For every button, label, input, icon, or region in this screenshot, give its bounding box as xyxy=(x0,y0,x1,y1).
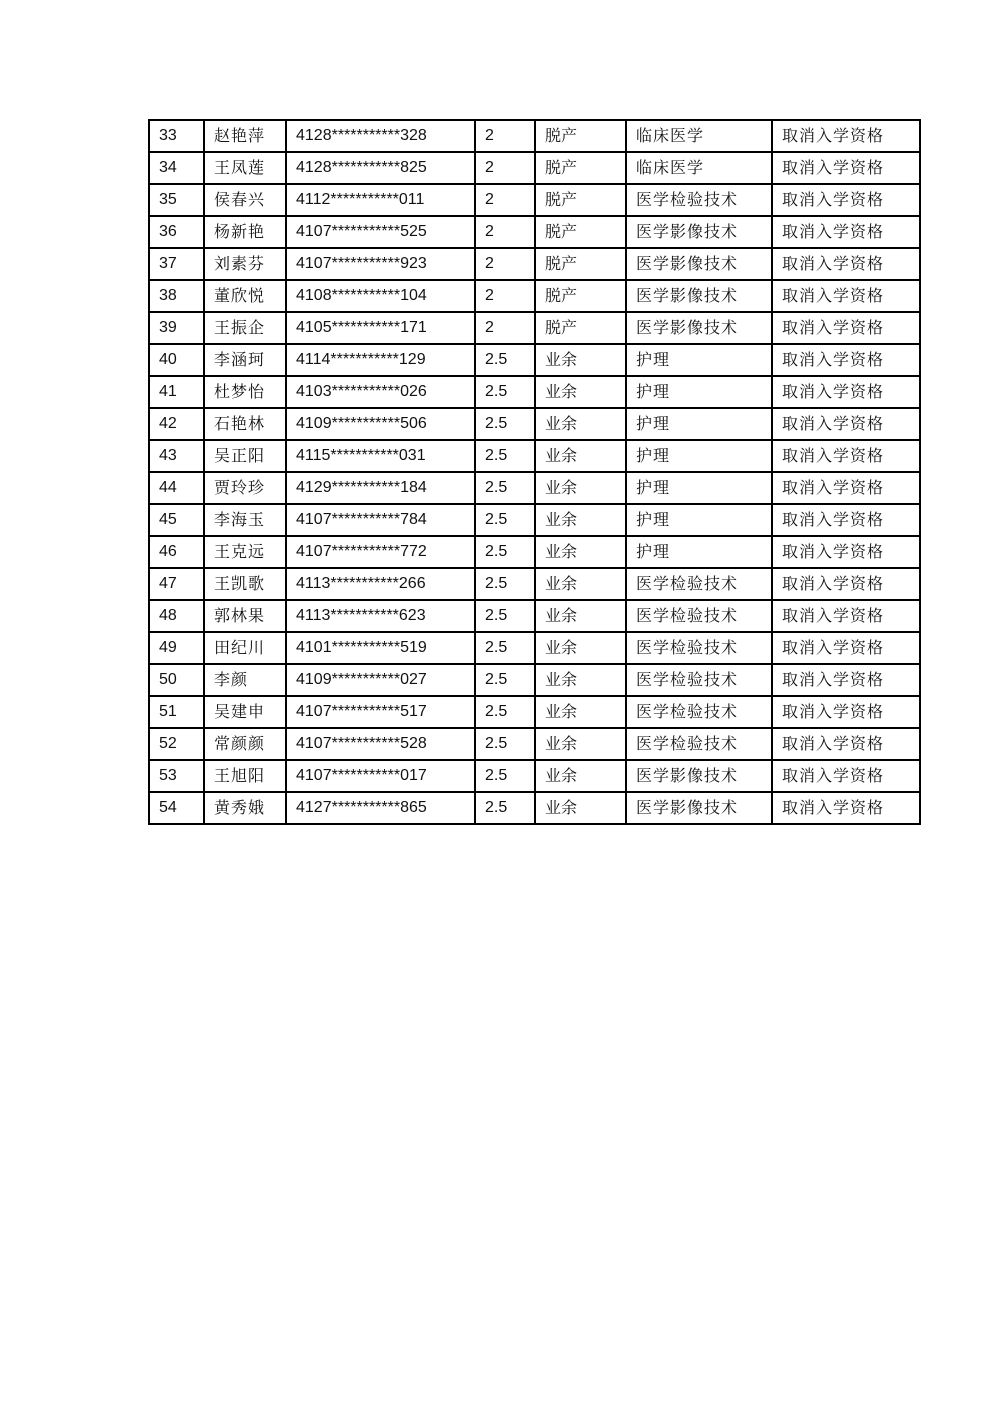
table-row xyxy=(149,344,920,376)
table-row xyxy=(149,760,920,792)
study-years-cell: 2.5 xyxy=(475,344,535,376)
row-number-cell: 53 xyxy=(149,760,204,792)
roster-table xyxy=(148,119,921,825)
study-years-cell: 2.5 xyxy=(475,472,535,504)
major-cell: 医学影像技术 xyxy=(626,792,772,824)
id-number-cell: 4107***********528 xyxy=(286,728,475,760)
table-row xyxy=(149,312,920,344)
student-name-cell: 杜梦怡 xyxy=(204,376,286,408)
study-mode-cell: 业余 xyxy=(535,440,626,472)
study-mode-cell: 业余 xyxy=(535,504,626,536)
study-mode-cell: 业余 xyxy=(535,728,626,760)
row-number-cell: 45 xyxy=(149,504,204,536)
student-name-cell: 李海玉 xyxy=(204,504,286,536)
id-number-cell: 4128***********328 xyxy=(286,120,475,152)
table-row xyxy=(149,440,920,472)
result-cell: 取消入学资格 xyxy=(772,728,920,760)
table-row xyxy=(149,184,920,216)
table-row xyxy=(149,536,920,568)
result-cell: 取消入学资格 xyxy=(772,696,920,728)
major-cell: 临床医学 xyxy=(626,152,772,184)
row-number-cell: 48 xyxy=(149,600,204,632)
result-cell: 取消入学资格 xyxy=(772,376,920,408)
result-cell: 取消入学资格 xyxy=(772,600,920,632)
id-number-cell: 4127***********865 xyxy=(286,792,475,824)
student-name-cell: 常颜颜 xyxy=(204,728,286,760)
result-cell: 取消入学资格 xyxy=(772,568,920,600)
result-cell: 取消入学资格 xyxy=(772,536,920,568)
student-name-cell: 李颜 xyxy=(204,664,286,696)
result-cell: 取消入学资格 xyxy=(772,152,920,184)
study-mode-cell: 脱产 xyxy=(535,152,626,184)
result-cell: 取消入学资格 xyxy=(772,216,920,248)
study-mode-cell: 脱产 xyxy=(535,120,626,152)
result-cell: 取消入学资格 xyxy=(772,472,920,504)
id-number-cell: 4107***********784 xyxy=(286,504,475,536)
study-mode-cell: 脱产 xyxy=(535,312,626,344)
major-cell: 医学检验技术 xyxy=(626,696,772,728)
row-number-cell: 49 xyxy=(149,632,204,664)
student-name-cell: 贾玲珍 xyxy=(204,472,286,504)
major-cell: 医学影像技术 xyxy=(626,280,772,312)
table-row xyxy=(149,568,920,600)
major-cell: 医学影像技术 xyxy=(626,248,772,280)
study-mode-cell: 业余 xyxy=(535,664,626,696)
major-cell: 护理 xyxy=(626,440,772,472)
result-cell: 取消入学资格 xyxy=(772,440,920,472)
study-years-cell: 2 xyxy=(475,184,535,216)
result-cell: 取消入学资格 xyxy=(772,632,920,664)
study-years-cell: 2 xyxy=(475,216,535,248)
study-mode-cell: 业余 xyxy=(535,600,626,632)
id-number-cell: 4115***********031 xyxy=(286,440,475,472)
student-name-cell: 董欣悦 xyxy=(204,280,286,312)
result-cell: 取消入学资格 xyxy=(772,504,920,536)
table-row xyxy=(149,152,920,184)
id-number-cell: 4108***********104 xyxy=(286,280,475,312)
id-number-cell: 4128***********825 xyxy=(286,152,475,184)
table-row xyxy=(149,280,920,312)
study-mode-cell: 业余 xyxy=(535,760,626,792)
study-mode-cell: 业余 xyxy=(535,408,626,440)
row-number-cell: 33 xyxy=(149,120,204,152)
student-name-cell: 郭林果 xyxy=(204,600,286,632)
row-number-cell: 44 xyxy=(149,472,204,504)
table-row xyxy=(149,408,920,440)
study-years-cell: 2.5 xyxy=(475,536,535,568)
major-cell: 医学检验技术 xyxy=(626,184,772,216)
study-mode-cell: 脱产 xyxy=(535,216,626,248)
student-name-cell: 刘素芬 xyxy=(204,248,286,280)
table-row xyxy=(149,120,920,152)
row-number-cell: 40 xyxy=(149,344,204,376)
study-years-cell: 2.5 xyxy=(475,408,535,440)
student-name-cell: 石艳林 xyxy=(204,408,286,440)
study-mode-cell: 业余 xyxy=(535,536,626,568)
major-cell: 医学影像技术 xyxy=(626,760,772,792)
student-name-cell: 王克远 xyxy=(204,536,286,568)
table-row xyxy=(149,248,920,280)
student-name-cell: 杨新艳 xyxy=(204,216,286,248)
id-number-cell: 4112***********011 xyxy=(286,184,475,216)
study-mode-cell: 业余 xyxy=(535,632,626,664)
result-cell: 取消入学资格 xyxy=(772,664,920,696)
result-cell: 取消入学资格 xyxy=(772,120,920,152)
result-cell: 取消入学资格 xyxy=(772,312,920,344)
row-number-cell: 41 xyxy=(149,376,204,408)
major-cell: 护理 xyxy=(626,344,772,376)
study-years-cell: 2.5 xyxy=(475,760,535,792)
study-years-cell: 2 xyxy=(475,152,535,184)
student-name-cell: 赵艳萍 xyxy=(204,120,286,152)
table-row xyxy=(149,600,920,632)
student-name-cell: 李涵珂 xyxy=(204,344,286,376)
study-years-cell: 2 xyxy=(475,312,535,344)
major-cell: 医学检验技术 xyxy=(626,632,772,664)
row-number-cell: 37 xyxy=(149,248,204,280)
id-number-cell: 4113***********266 xyxy=(286,568,475,600)
table-row xyxy=(149,472,920,504)
student-name-cell: 王振企 xyxy=(204,312,286,344)
table-row xyxy=(149,632,920,664)
row-number-cell: 47 xyxy=(149,568,204,600)
result-cell: 取消入学资格 xyxy=(772,792,920,824)
study-years-cell: 2.5 xyxy=(475,728,535,760)
major-cell: 医学检验技术 xyxy=(626,568,772,600)
row-number-cell: 51 xyxy=(149,696,204,728)
row-number-cell: 50 xyxy=(149,664,204,696)
result-cell: 取消入学资格 xyxy=(772,408,920,440)
student-name-cell: 侯春兴 xyxy=(204,184,286,216)
study-years-cell: 2 xyxy=(475,248,535,280)
student-name-cell: 田纪川 xyxy=(204,632,286,664)
result-cell: 取消入学资格 xyxy=(772,344,920,376)
row-number-cell: 46 xyxy=(149,536,204,568)
major-cell: 医学检验技术 xyxy=(626,600,772,632)
study-mode-cell: 业余 xyxy=(535,696,626,728)
study-years-cell: 2.5 xyxy=(475,440,535,472)
id-number-cell: 4107***********525 xyxy=(286,216,475,248)
major-cell: 护理 xyxy=(626,408,772,440)
study-mode-cell: 业余 xyxy=(535,568,626,600)
row-number-cell: 34 xyxy=(149,152,204,184)
id-number-cell: 4109***********506 xyxy=(286,408,475,440)
study-years-cell: 2.5 xyxy=(475,504,535,536)
major-cell: 临床医学 xyxy=(626,120,772,152)
row-number-cell: 38 xyxy=(149,280,204,312)
major-cell: 医学检验技术 xyxy=(626,728,772,760)
student-name-cell: 黄秀娥 xyxy=(204,792,286,824)
study-years-cell: 2.5 xyxy=(475,600,535,632)
table-row xyxy=(149,376,920,408)
table-row xyxy=(149,696,920,728)
study-years-cell: 2.5 xyxy=(475,376,535,408)
table-row xyxy=(149,504,920,536)
id-number-cell: 4103***********026 xyxy=(286,376,475,408)
id-number-cell: 4107***********772 xyxy=(286,536,475,568)
major-cell: 护理 xyxy=(626,472,772,504)
result-cell: 取消入学资格 xyxy=(772,184,920,216)
table-row xyxy=(149,664,920,696)
major-cell: 护理 xyxy=(626,504,772,536)
id-number-cell: 4105***********171 xyxy=(286,312,475,344)
row-number-cell: 35 xyxy=(149,184,204,216)
study-mode-cell: 脱产 xyxy=(535,184,626,216)
study-years-cell: 2.5 xyxy=(475,568,535,600)
study-years-cell: 2.5 xyxy=(475,664,535,696)
id-number-cell: 4107***********517 xyxy=(286,696,475,728)
id-number-cell: 4129***********184 xyxy=(286,472,475,504)
table-row xyxy=(149,728,920,760)
study-years-cell: 2 xyxy=(475,120,535,152)
study-years-cell: 2 xyxy=(475,280,535,312)
row-number-cell: 42 xyxy=(149,408,204,440)
study-mode-cell: 脱产 xyxy=(535,280,626,312)
study-mode-cell: 业余 xyxy=(535,376,626,408)
study-years-cell: 2.5 xyxy=(475,792,535,824)
id-number-cell: 4113***********623 xyxy=(286,600,475,632)
study-mode-cell: 业余 xyxy=(535,792,626,824)
result-cell: 取消入学资格 xyxy=(772,248,920,280)
row-number-cell: 39 xyxy=(149,312,204,344)
student-name-cell: 吴正阳 xyxy=(204,440,286,472)
id-number-cell: 4107***********017 xyxy=(286,760,475,792)
major-cell: 护理 xyxy=(626,376,772,408)
result-cell: 取消入学资格 xyxy=(772,760,920,792)
id-number-cell: 4109***********027 xyxy=(286,664,475,696)
major-cell: 医学影像技术 xyxy=(626,216,772,248)
student-name-cell: 吴建申 xyxy=(204,696,286,728)
major-cell: 护理 xyxy=(626,536,772,568)
student-name-cell: 王旭阳 xyxy=(204,760,286,792)
major-cell: 医学检验技术 xyxy=(626,664,772,696)
row-number-cell: 52 xyxy=(149,728,204,760)
study-mode-cell: 业余 xyxy=(535,472,626,504)
student-name-cell: 王凯歌 xyxy=(204,568,286,600)
result-cell: 取消入学资格 xyxy=(772,280,920,312)
table-row xyxy=(149,216,920,248)
study-mode-cell: 脱产 xyxy=(535,248,626,280)
roster-table-body xyxy=(149,120,920,824)
row-number-cell: 43 xyxy=(149,440,204,472)
table-row xyxy=(149,792,920,824)
id-number-cell: 4114***********129 xyxy=(286,344,475,376)
major-cell: 医学影像技术 xyxy=(626,312,772,344)
study-mode-cell: 业余 xyxy=(535,344,626,376)
study-years-cell: 2.5 xyxy=(475,696,535,728)
row-number-cell: 36 xyxy=(149,216,204,248)
id-number-cell: 4101***********519 xyxy=(286,632,475,664)
id-number-cell: 4107***********923 xyxy=(286,248,475,280)
row-number-cell: 54 xyxy=(149,792,204,824)
study-years-cell: 2.5 xyxy=(475,632,535,664)
student-name-cell: 王凤莲 xyxy=(204,152,286,184)
